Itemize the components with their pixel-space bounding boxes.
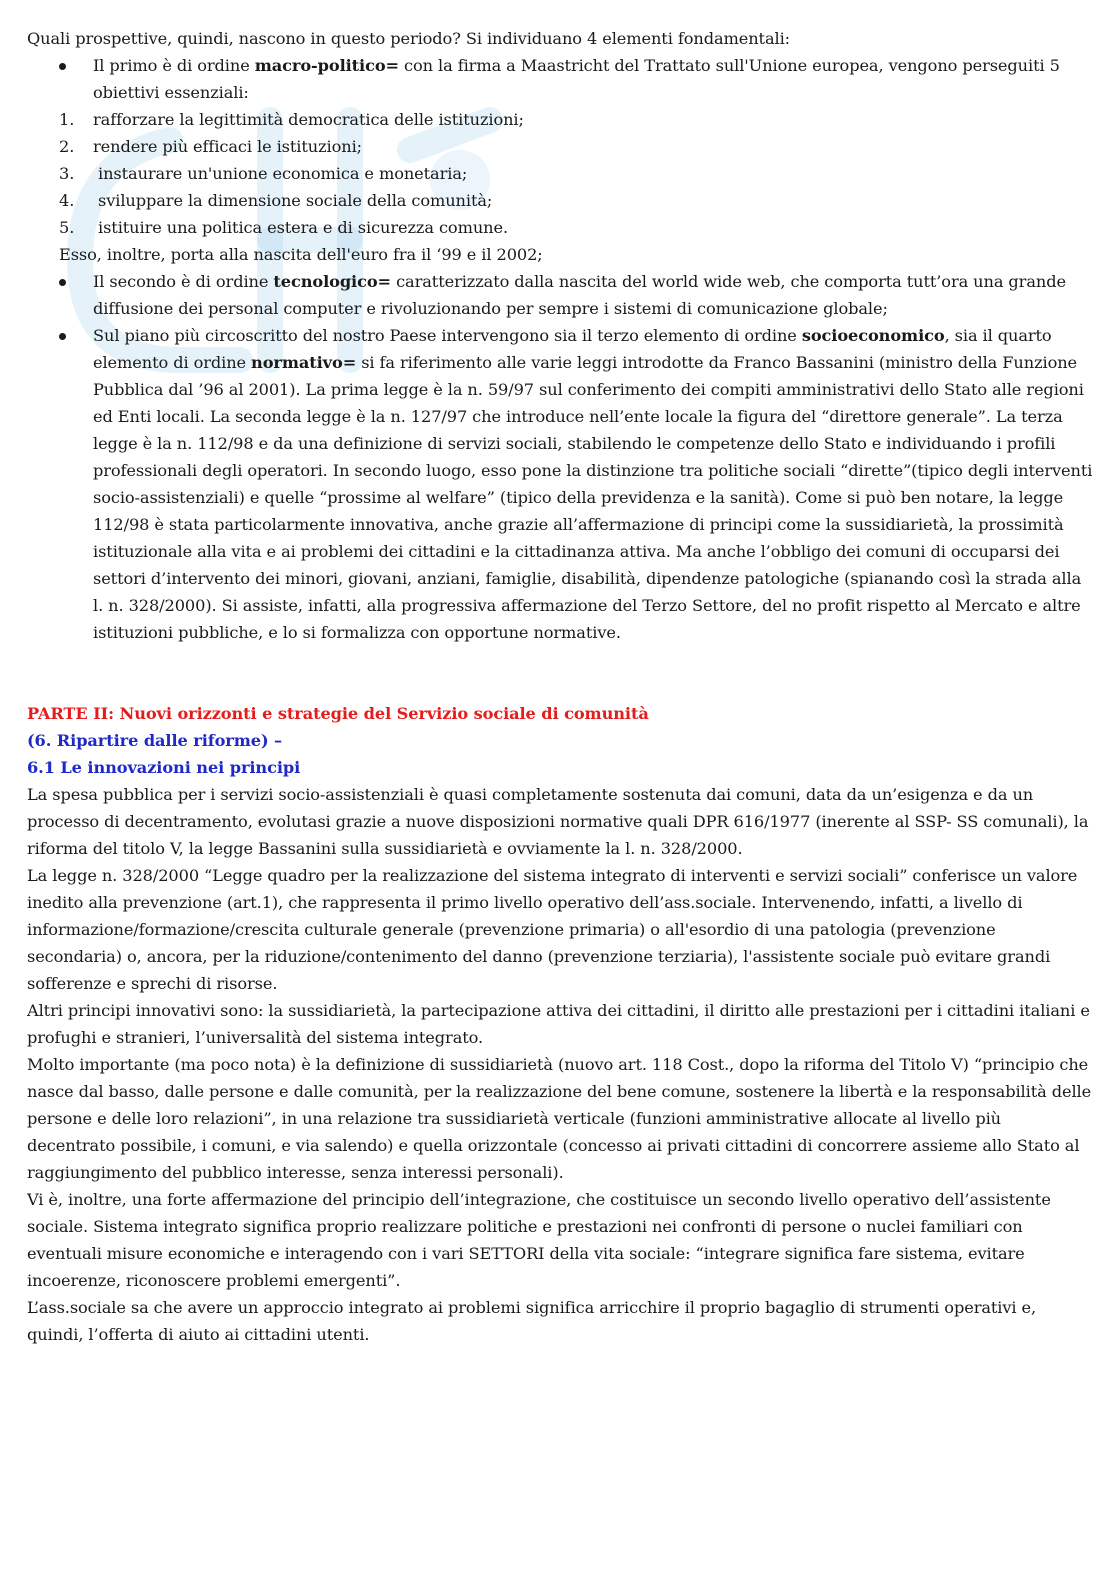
- section-title: 6.1 Le innovazioni nei principi: [27, 758, 301, 777]
- list-item-text: rafforzare la legittimità democratica delle istituzioni;: [93, 110, 524, 129]
- list-number: 1.: [59, 110, 75, 129]
- list-number: 5.: [59, 218, 75, 237]
- bullet-list-bottom: [27, 268, 1093, 646]
- part-title: PARTE II: Nuovi orizzonti e strategie del Servizio sociale di comunità: [27, 704, 649, 723]
- list-number: 4.: [59, 191, 75, 210]
- euro-line: Esso, inoltre, porta alla nascita dell'euro fra il ‘99 e il 2002;: [59, 245, 543, 264]
- list-item: [27, 214, 1093, 241]
- bullet-text: Il primo è di ordine: [93, 56, 255, 75]
- bullet-keyword: socioeconomico: [801, 326, 945, 345]
- body-paragraph: Vi è, inoltre, una forte affermazione del principio dell’integrazione, che costituisce un secondo livello operativo dell’assistente sociale. Sistema integrato significa proprio realizzare politiche e prestazioni nei confronti di persone o nuclei familiari con eventuali misure economiche e interagendo con i vari SETTORI della vita sociale: “integrare significa fare sistema, evitare incoerenze, riconoscere problemi emergenti”.: [27, 1190, 1051, 1290]
- body-paragraph: Altri principi innovativi sono: la sussidiarietà, la partecipazione attiva dei cittadini, il diritto alle prestazioni per i cittadini italiani e profughi e stranieri, l’universalità del sistema integrato.: [27, 1001, 1090, 1047]
- body-paragraph: L’ass.sociale sa che avere un approccio integrato ai problemi significa arricchire il proprio bagaglio di strumenti operativi e, quindi, l’offerta di aiuto ai cittadini utenti.: [27, 1298, 1037, 1344]
- list-item-text: sviluppare la dimensione sociale della comunità;: [98, 191, 493, 210]
- bullet-text: si fa riferimento alle varie leggi introdotte da Franco Bassanini (ministro della Funzione Pubblica dal ’96 al 2001). La prima legge è la n. 59/97 sul conferimento dei compiti amministrativi dello Stato alle regioni ed Enti locali. La seconda legge è la n. 127/97 che introduce nell’ente locale la figura del “direttore generale”. La terza legge è la n. 112/98 e da una definizione di servizi sociali, stabilendo le competenze dello Stato e individuando i profili professionali degli operatori. In secondo luogo, esso pone la distinzione tra politiche sociali “dirette”(tipico degli interventi socio-assistenziali) e quelle “prossime al welfare” (tipico della previdenza e la sanità). Come si può ben notare, la legge 112/98 è stata particolarmente innovativa, anche grazie all’affermazione di principi come la sussidiarietà, la prossimità istituzionale alla vita e ai problemi dei cittadini e la cittadinanza attiva. Ma anche l’obbligo dei comuni di occuparsi dei settori d’intervento dei minori, giovani, anziani, famiglie, disabilità, dipendenze patologiche (spianando così la strada alla l. n. 328/2000). Si assiste, infatti, alla progressiva affermazione del Terzo Settore, del no profit rispetto al Mercato e altre istituzioni pubbliche, e lo si formalizza con opportune normative.: [93, 353, 1093, 642]
- list-item: [27, 106, 1093, 133]
- bullet-text: , sia il quarto elemento di ordine: [93, 326, 1052, 372]
- bullet-item-macro-politico: [27, 52, 1093, 106]
- bullet-text: Il secondo è di ordine: [93, 272, 274, 291]
- body-paragraph: La spesa pubblica per i servizi socio-assistenziali è quasi completamente sostenuta dai comuni, data da un’esigenza e da un processo di decentramento, evolutasi grazie a nuove disposizioni normative quali DPR 616/1977 (inerente al SSP- SS comunali), la riforma del titolo V, la legge Bassanini sulla sussidiarietà e ovviamente la l. n. 328/2000.: [27, 785, 1089, 858]
- list-item: [27, 187, 1093, 214]
- numbered-objectives-list: [27, 106, 1093, 241]
- intro-paragraph: Quali prospettive, quindi, nascono in questo periodo? Si individuano 4 elementi fondamentali:: [27, 29, 791, 48]
- list-number: 3.: [59, 164, 75, 183]
- body-paragraph: Molto importante (ma poco nota) è la definizione di sussidiarietà (nuovo art. 118 Cost., dopo la riforma del Titolo V) “principio che nasce dal basso, dalle persone e dalle comunità, per la realizzazione del bene comune, sostenere la libertà e la responsabilità delle persone e delle loro relazioni”, in una relazione tra sussidiarietà verticale (funzioni amministrative allocate al livello più decentrato possibile, i comuni, e via salendo) e quella orizzontale (concesso ai privati cittadini di concorrere assieme allo Stato al raggiungimento del pubblico interesse, senza interessi personali).: [27, 1055, 1092, 1182]
- bullet-item-socioeconomico-normativo: [27, 322, 1093, 646]
- document-page: [27, 25, 1093, 1348]
- body-paragraph: La legge n. 328/2000 “Legge quadro per la realizzazione del sistema integrato di interventi e servizi sociali” conferisce un valore inedito alla prevenzione (art.1), che rappresenta il primo livello operativo dell’ass.sociale. Intervenendo, infatti, a livello di informazione/formazione/crescita culturale generale (prevenzione primaria) o all'esordio di una patologia (prevenzione secondaria) o, ancora, per la riduzione/contenimento del danno (prevenzione terziaria), l'assistente sociale può evitare grandi sofferenze e sprechi di risorse.: [27, 866, 1078, 993]
- list-item-text: istituire una politica estera e di sicurezza comune.: [98, 218, 508, 237]
- bullet-dot-icon: [59, 63, 66, 70]
- bullet-dot-icon: [59, 333, 66, 340]
- bullet-text: Sul piano più circoscritto del nostro Paese intervengono sia il terzo elemento di ordine: [93, 326, 802, 345]
- bullet-list-top: [27, 52, 1093, 106]
- list-item: [27, 133, 1093, 160]
- bullet-item-tecnologico: [27, 268, 1093, 322]
- list-item: [27, 160, 1093, 187]
- list-item-text: instaurare un'unione economica e monetaria;: [98, 164, 468, 183]
- bullet-keyword: normativo=: [251, 353, 357, 372]
- section-spacer: [27, 646, 1093, 700]
- bullet-dot-icon: [59, 279, 66, 286]
- bullet-text: caratterizzato dalla nascita del world wide web, che comporta tutt’ora una grande diffusione dei personal computer e rivoluzionando per sempre i sistemi di comunicazione globale;: [93, 272, 1066, 318]
- bullet-text: con la firma a Maastricht del Trattato sull'Unione europea, vengono perseguiti 5 obiettivi essenziali:: [93, 56, 1060, 102]
- list-item-text: rendere più efficaci le istituzioni;: [93, 137, 363, 156]
- bullet-keyword: macro-politico=: [254, 56, 400, 75]
- chapter-title: (6. Ripartire dalle riforme) –: [27, 731, 283, 750]
- list-number: 2.: [59, 137, 75, 156]
- bullet-keyword: tecnologico=: [273, 272, 392, 291]
